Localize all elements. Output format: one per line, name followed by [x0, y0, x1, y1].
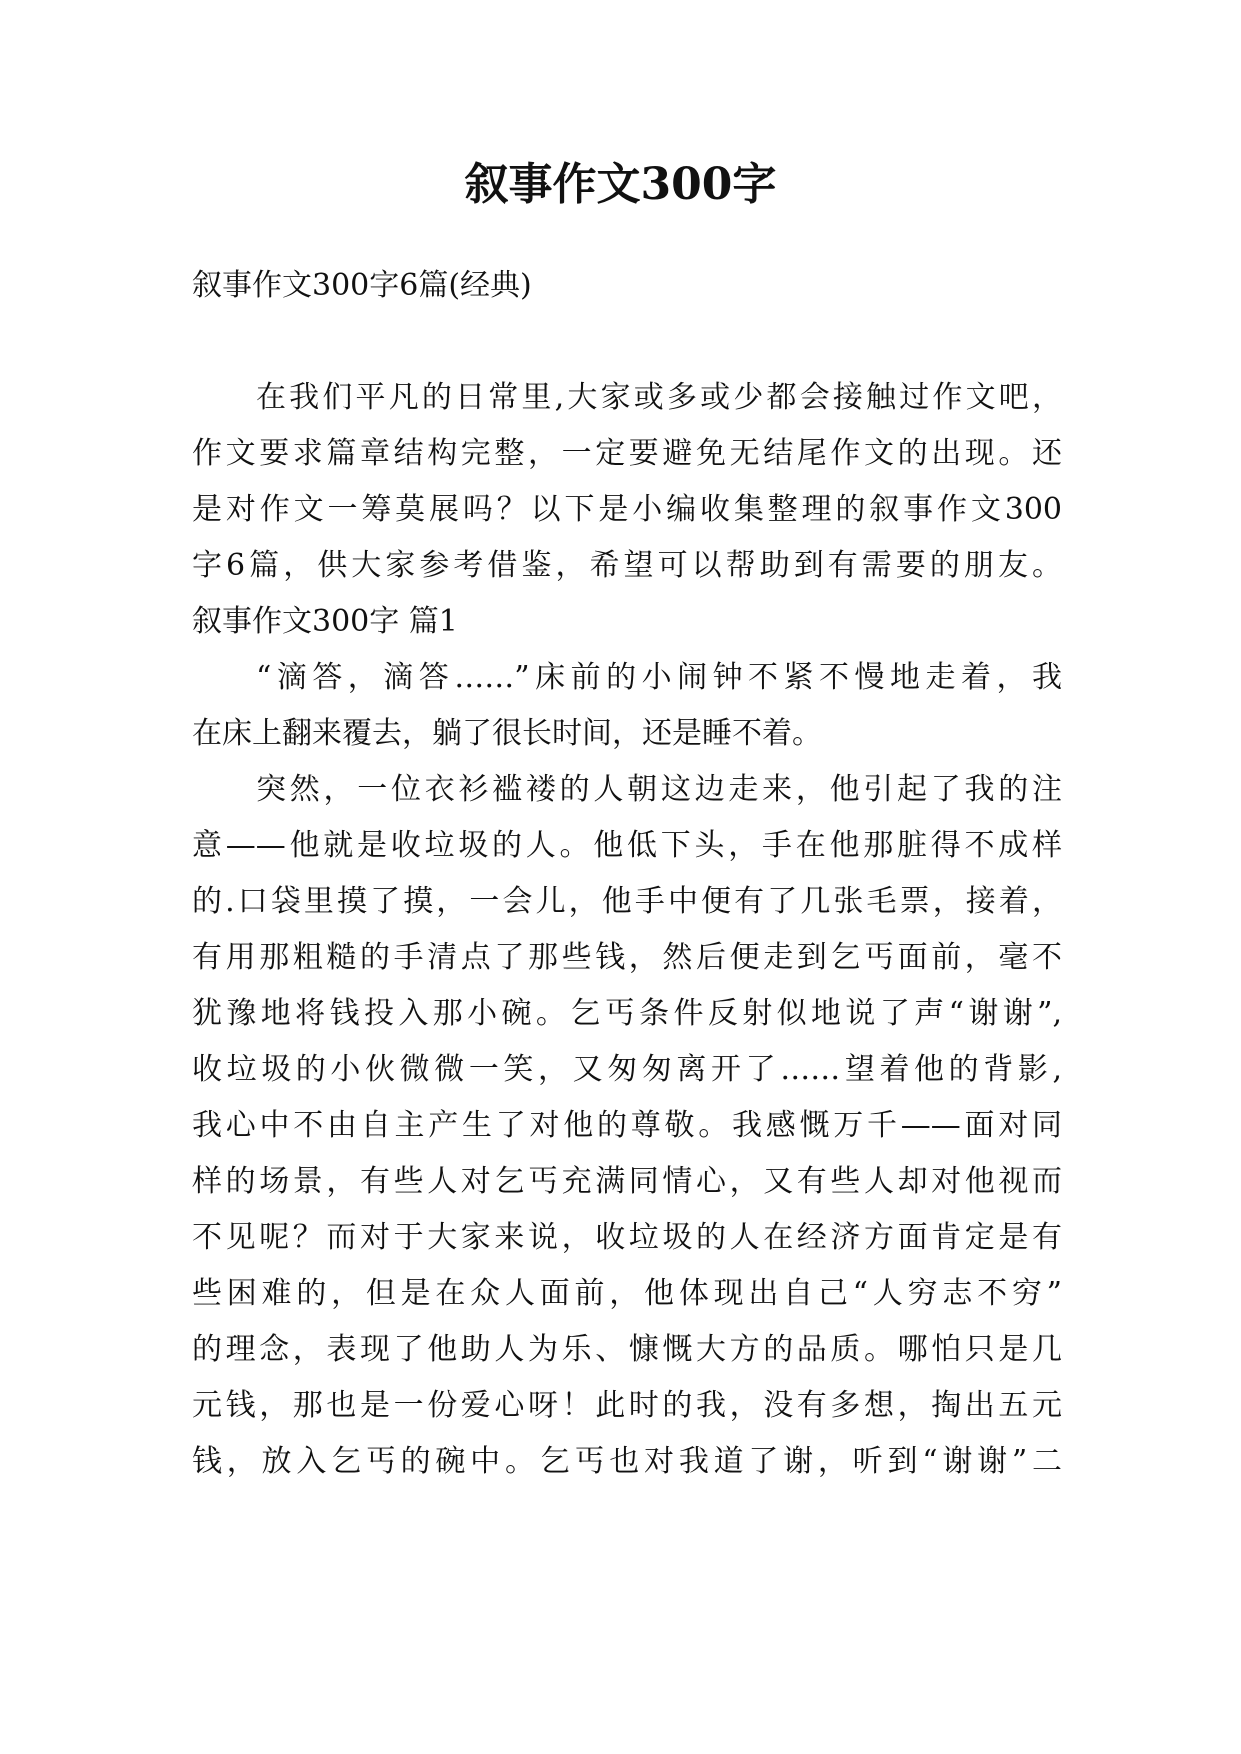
- document-title: 叙事作文300字: [464, 159, 777, 210]
- text-line: 的.口袋里摸了摸，一会儿，他手中便有了几张毛票，接着，: [192, 884, 1062, 919]
- text-line: 在床上翻来覆去，躺了很长时间，还是睡不着。: [192, 716, 822, 751]
- document-subtitle: 叙事作文300字6篇(经典): [192, 268, 532, 303]
- text-line: 些困难的，但是在众人面前，他体现出自己“人穷志不穷”: [192, 1276, 1062, 1311]
- text-line: 突然，一位衣衫褴褛的人朝这边走来，他引起了我的注: [256, 772, 1062, 807]
- text-line: 有用那粗糙的手清点了那些钱，然后便走到乞丐面前，毫不: [192, 940, 1062, 975]
- text-line: 犹豫地将钱投入那小碗。乞丐条件反射似地说了声“谢谢”,: [192, 996, 1062, 1031]
- text-line: 不见呢？而对于大家来说，收垃圾的人在经济方面肯定是有: [192, 1220, 1062, 1255]
- text-line: 字6篇，供大家参考借鉴，希望可以帮助到有需要的朋友。: [192, 548, 1062, 583]
- text-line: 意——他就是收垃圾的人。他低下头，手在他那脏得不成样: [192, 828, 1062, 863]
- text-line: 的理念，表现了他助人为乐、慷慨大方的品质。哪怕只是几: [192, 1332, 1062, 1367]
- text-line: “滴答，滴答……”床前的小闹钟不紧不慢地走着，我: [256, 660, 1062, 695]
- text-line: 作文要求篇章结构完整，一定要避免无结尾作文的出现。还: [192, 436, 1062, 471]
- text-line: 钱，放入乞丐的碗中。乞丐也对我道了谢，听到“谢谢”二: [192, 1444, 1062, 1479]
- text-line: 样的场景，有些人对乞丐充满同情心，又有些人却对他视而: [192, 1164, 1062, 1199]
- text-line: 元钱，那也是一份爱心呀！此时的我，没有多想，掏出五元: [192, 1388, 1062, 1423]
- text-line: 我心中不由自主产生了对他的尊敬。我感慨万千——面对同: [192, 1108, 1062, 1143]
- text-line: 是对作文一筹莫展吗？以下是小编收集整理的叙事作文300: [192, 492, 1062, 527]
- text-line: 收垃圾的小伙微微一笑，又匆匆离开了……望着他的背影,: [192, 1052, 1062, 1087]
- section-heading: 叙事作文300字 篇1: [192, 604, 458, 639]
- text-line: 在我们平凡的日常里,大家或多或少都会接触过作文吧，: [256, 380, 1062, 415]
